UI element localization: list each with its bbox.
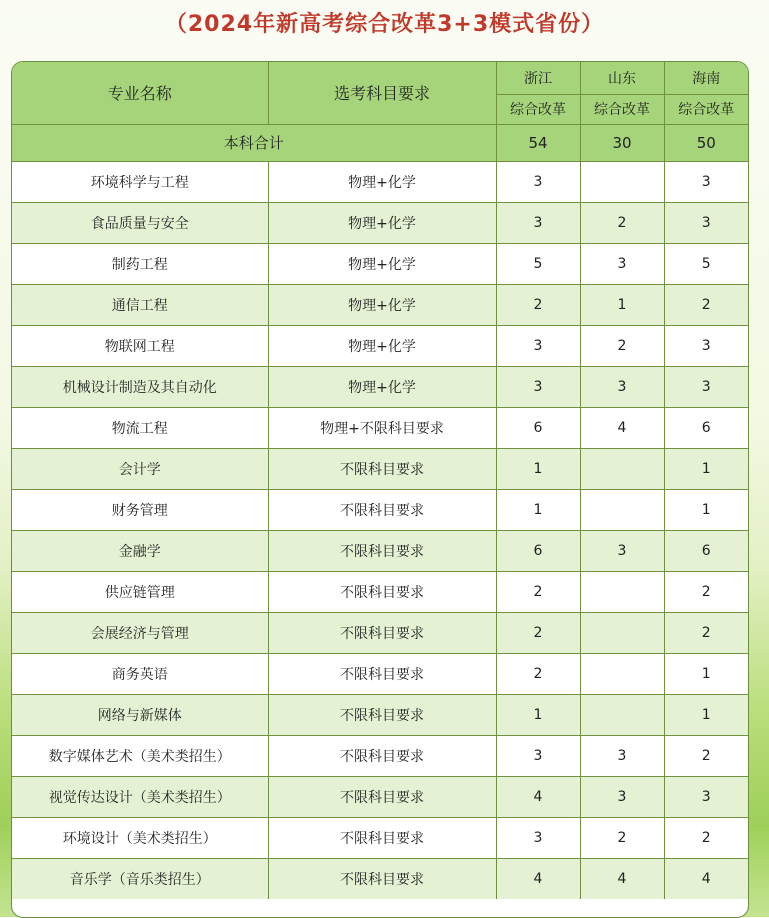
requirement-cell: 物理+化学 — [268, 161, 496, 202]
hainan-count-cell: 1 — [664, 653, 748, 694]
zhejiang-count-cell: 1 — [496, 489, 580, 530]
major-name-cell: 会展经济与管理 — [12, 612, 268, 653]
zhejiang-count-cell: 6 — [496, 407, 580, 448]
table-row — [12, 735, 748, 776]
hainan-count-cell: 3 — [664, 161, 748, 202]
table-row — [12, 325, 748, 366]
shandong-count-cell: 1 — [580, 284, 664, 325]
zhejiang-count-cell: 2 — [496, 571, 580, 612]
total-label: 本科合计 — [12, 124, 496, 161]
requirement-cell: 物理+化学 — [268, 202, 496, 243]
shandong-count-cell: 3 — [580, 530, 664, 571]
major-name-cell: 环境设计（美术类招生） — [12, 817, 268, 858]
total-shandong: 30 — [580, 124, 664, 161]
header-requirement: 选考科目要求 — [268, 62, 496, 124]
table-row — [12, 407, 748, 448]
requirement-cell: 物理+化学 — [268, 243, 496, 284]
header-major: 专业名称 — [12, 62, 268, 124]
hainan-count-cell: 6 — [664, 530, 748, 571]
header-province-shandong: 山东 — [580, 62, 664, 94]
table-row — [12, 366, 748, 407]
hainan-count-cell: 5 — [664, 243, 748, 284]
requirement-cell: 不限科目要求 — [268, 653, 496, 694]
requirement-cell: 不限科目要求 — [268, 530, 496, 571]
requirement-cell: 物理+化学 — [268, 366, 496, 407]
shandong-count-cell — [580, 489, 664, 530]
requirement-cell: 不限科目要求 — [268, 489, 496, 530]
major-name-cell: 供应链管理 — [12, 571, 268, 612]
table-row — [12, 243, 748, 284]
shandong-count-cell: 3 — [580, 366, 664, 407]
major-name-cell: 音乐学（音乐类招生） — [12, 858, 268, 899]
zhejiang-count-cell: 5 — [496, 243, 580, 284]
requirement-cell: 不限科目要求 — [268, 694, 496, 735]
requirement-cell: 不限科目要求 — [268, 735, 496, 776]
major-name-cell: 数字媒体艺术（美术类招生） — [12, 735, 268, 776]
zhejiang-count-cell: 3 — [496, 202, 580, 243]
zhejiang-count-cell: 3 — [496, 366, 580, 407]
shandong-count-cell: 2 — [580, 202, 664, 243]
major-name-cell: 通信工程 — [12, 284, 268, 325]
table-row — [12, 858, 748, 899]
hainan-count-cell: 6 — [664, 407, 748, 448]
requirement-cell: 不限科目要求 — [268, 612, 496, 653]
shandong-count-cell — [580, 612, 664, 653]
shandong-count-cell — [580, 653, 664, 694]
requirement-cell: 物理+化学 — [268, 284, 496, 325]
table-row — [12, 776, 748, 817]
hainan-count-cell: 2 — [664, 571, 748, 612]
header-reform-zhejiang: 综合改革 — [496, 94, 580, 124]
major-name-cell: 财务管理 — [12, 489, 268, 530]
table-row — [12, 612, 748, 653]
shandong-count-cell — [580, 571, 664, 612]
major-name-cell: 网络与新媒体 — [12, 694, 268, 735]
major-name-cell: 视觉传达设计（美术类招生） — [12, 776, 268, 817]
hainan-count-cell: 1 — [664, 448, 748, 489]
hainan-count-cell: 2 — [664, 612, 748, 653]
major-name-cell: 机械设计制造及其自动化 — [12, 366, 268, 407]
major-name-cell: 制药工程 — [12, 243, 268, 284]
zhejiang-count-cell: 1 — [496, 448, 580, 489]
hainan-count-cell: 2 — [664, 284, 748, 325]
enrollment-table — [11, 61, 749, 918]
table-row — [12, 653, 748, 694]
shandong-count-cell — [580, 694, 664, 735]
table-row — [12, 694, 748, 735]
requirement-cell: 不限科目要求 — [268, 776, 496, 817]
shandong-count-cell: 3 — [580, 776, 664, 817]
table-row — [12, 284, 748, 325]
requirement-cell: 不限科目要求 — [268, 571, 496, 612]
requirement-cell: 不限科目要求 — [268, 858, 496, 899]
requirement-cell: 物理+不限科目要求 — [268, 407, 496, 448]
shandong-count-cell: 2 — [580, 817, 664, 858]
header-reform-hainan: 综合改革 — [664, 94, 748, 124]
table-row — [12, 161, 748, 202]
hainan-count-cell: 2 — [664, 735, 748, 776]
zhejiang-count-cell: 3 — [496, 817, 580, 858]
table-row — [12, 817, 748, 858]
shandong-count-cell: 3 — [580, 243, 664, 284]
total-hainan: 50 — [664, 124, 748, 161]
hainan-count-cell: 1 — [664, 489, 748, 530]
major-name-cell: 物流工程 — [12, 407, 268, 448]
zhejiang-count-cell: 2 — [496, 653, 580, 694]
header-province-zhejiang: 浙江 — [496, 62, 580, 94]
zhejiang-count-cell: 2 — [496, 284, 580, 325]
shandong-count-cell — [580, 161, 664, 202]
major-name-cell: 会计学 — [12, 448, 268, 489]
table-row — [12, 202, 748, 243]
page-title: （2024年新高考综合改革3+3模式省份） — [164, 12, 605, 37]
hainan-count-cell: 3 — [664, 202, 748, 243]
zhejiang-count-cell: 6 — [496, 530, 580, 571]
requirement-cell: 不限科目要求 — [268, 817, 496, 858]
shandong-count-cell: 4 — [580, 858, 664, 899]
hainan-count-cell: 4 — [664, 858, 748, 899]
requirement-cell: 不限科目要求 — [268, 448, 496, 489]
hainan-count-cell: 3 — [664, 776, 748, 817]
hainan-count-cell: 1 — [664, 694, 748, 735]
hainan-count-cell: 3 — [664, 366, 748, 407]
zhejiang-count-cell: 3 — [496, 735, 580, 776]
major-name-cell: 食品质量与安全 — [12, 202, 268, 243]
major-name-cell: 商务英语 — [12, 653, 268, 694]
total-zhejiang: 54 — [496, 124, 580, 161]
table-row — [12, 571, 748, 612]
zhejiang-count-cell: 4 — [496, 858, 580, 899]
major-name-cell: 物联网工程 — [12, 325, 268, 366]
shandong-count-cell: 3 — [580, 735, 664, 776]
zhejiang-count-cell: 3 — [496, 161, 580, 202]
shandong-count-cell: 4 — [580, 407, 664, 448]
shandong-count-cell: 2 — [580, 325, 664, 366]
zhejiang-count-cell: 2 — [496, 612, 580, 653]
major-name-cell: 环境科学与工程 — [12, 161, 268, 202]
header-province-hainan: 海南 — [664, 62, 748, 94]
zhejiang-count-cell: 3 — [496, 325, 580, 366]
table-row — [12, 530, 748, 571]
hainan-count-cell: 2 — [664, 817, 748, 858]
header-reform-shandong: 综合改革 — [580, 94, 664, 124]
zhejiang-count-cell: 1 — [496, 694, 580, 735]
table-row — [12, 489, 748, 530]
zhejiang-count-cell: 4 — [496, 776, 580, 817]
shandong-count-cell — [580, 448, 664, 489]
hainan-count-cell: 3 — [664, 325, 748, 366]
major-name-cell: 金融学 — [12, 530, 268, 571]
requirement-cell: 物理+化学 — [268, 325, 496, 366]
table-row — [12, 448, 748, 489]
